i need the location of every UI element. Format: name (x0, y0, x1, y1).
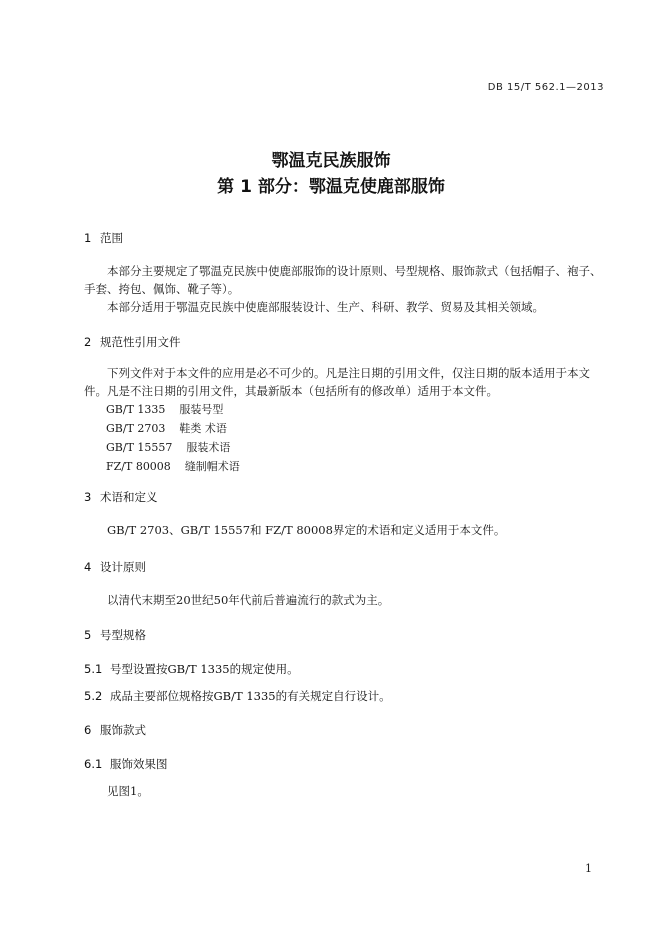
list-item (106, 438, 240, 457)
section-number: 2 (84, 335, 92, 349)
reference-name: 服装术语 (186, 441, 231, 454)
section-title: 服饰款式 (100, 723, 146, 737)
section-number: 4 (84, 560, 92, 574)
reference-name: 缝制帽术语 (184, 460, 240, 473)
clause-number: 5.2 (84, 689, 103, 703)
list-item (106, 400, 240, 419)
reference-list (106, 400, 240, 476)
clause-5-1 (84, 661, 299, 677)
figure-reference-paragraph: 见图1。 (107, 784, 149, 798)
terms-paragraph: GB/T 2703、GB/T 15557和 FZ/T 80008界定的术语和定义适用于本文件。 (107, 523, 506, 537)
section-heading-scope (84, 230, 123, 246)
clause-text: 成品主要部位规格按GB/T 1335的有关规定自行设计。 (110, 689, 391, 703)
reference-name: 鞋类 术语 (179, 422, 227, 435)
document-title: 鄂温克民族服饰 (271, 151, 391, 171)
design-principles-paragraph: 以清代末期至20世纪50年代前后普遍流行的款式为主。 (107, 593, 390, 607)
reference-code: FZ/T 80008 (106, 460, 171, 473)
clause-6-1 (84, 756, 168, 772)
page-number: 1 (585, 862, 592, 875)
list-item (106, 419, 240, 438)
reference-code: GB/T 15557 (106, 441, 173, 454)
section-heading-size-specs (84, 627, 146, 643)
section-heading-normative-references (84, 334, 181, 350)
section-title: 规范性引用文件 (100, 335, 181, 349)
clause-5-2 (84, 688, 391, 704)
reference-name: 服装号型 (179, 403, 224, 416)
section-heading-terms (84, 489, 158, 505)
section-heading-garment-styles (84, 722, 146, 738)
section-title: 范围 (100, 231, 123, 245)
section-number: 1 (84, 231, 92, 245)
clause-text: 号型设置按GB/T 1335的规定使用。 (110, 662, 299, 676)
document-subtitle: 第 1 部分：鄂温克使鹿部服饰 (217, 177, 445, 197)
section-title: 术语和定义 (100, 490, 158, 504)
document-code: DB 15/T 562.1—2013 (487, 82, 604, 93)
section-number: 6 (84, 723, 92, 737)
references-paragraph: 下列文件对于本文件的应用是必不可少的。凡是注日期的引用文件，仅注日期的版本适用于本文件。凡是不注日期的引用文件，其最新版本（包括所有的修改单）适用于本文件。 (84, 366, 590, 398)
section-number: 3 (84, 490, 92, 504)
section-heading-design-principles (84, 559, 146, 575)
reference-code: GB/T 1335 (106, 403, 166, 416)
clause-title: 服饰效果图 (110, 757, 168, 771)
clause-number: 5.1 (84, 662, 103, 676)
scope-paragraph-1: 本部分主要规定了鄂温克民族中使鹿部服饰的设计原则、号型规格、服饰款式（包括帽子、袍子、手套、挎包、佩饰、靴子等）。 (84, 264, 602, 296)
section-title: 号型规格 (100, 628, 146, 642)
section-number: 5 (84, 628, 92, 642)
section-title: 设计原则 (100, 560, 146, 574)
reference-code: GB/T 2703 (106, 422, 166, 435)
clause-number: 6.1 (84, 757, 103, 771)
list-item (106, 457, 240, 476)
scope-paragraph-2: 本部分适用于鄂温克民族中使鹿部服装设计、生产、科研、教学、贸易及其相关领域。 (107, 300, 544, 314)
